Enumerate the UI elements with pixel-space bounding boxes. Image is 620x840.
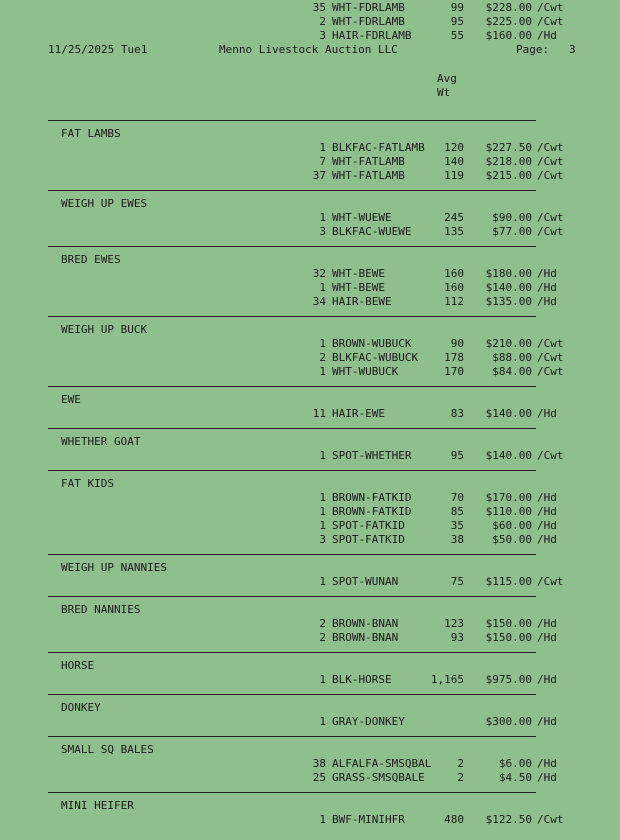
lot-avg-weight: 170 [444,365,464,378]
lot-price-unit: /Cwt [537,365,564,378]
lot-avg-weight: 123 [444,617,464,630]
lot-description: GRAY-DONKEY [332,715,405,728]
lot-quantity: 2 [319,351,326,364]
lot-quantity: 2 [319,617,326,630]
lot-price: $115.00 [485,575,532,588]
lot-quantity: 1 [319,281,326,294]
lot-price: $50.00 [492,533,532,546]
lot-price-unit: /Cwt [537,351,564,364]
lot-avg-weight: 95 [450,15,464,28]
lot-avg-weight: 2 [457,757,464,770]
lot-avg-weight: 90 [450,337,464,350]
lot-description: WHT-FDRLAMB [332,15,405,28]
section-divider [48,386,536,387]
lot-price: $150.00 [485,617,532,630]
lot-quantity: 1 [319,337,326,350]
category-heading: EWE [61,393,81,406]
column-header-wt: Wt [437,86,451,99]
lot-quantity: 7 [319,155,326,168]
lot-quantity: 1 [319,813,326,826]
lot-quantity: 1 [319,715,326,728]
lot-description: BROWN-BNAN [332,617,399,630]
lot-price-unit: /Hd [537,281,557,294]
lot-quantity: 25 [312,771,326,784]
lot-description: BROWN-BNAN [332,631,399,644]
lot-avg-weight: 120 [444,141,464,154]
lot-price-unit: /Hd [537,533,557,546]
lot-avg-weight: 119 [444,169,464,182]
lot-description: WHT-BEWE [332,267,385,280]
lot-avg-weight: 83 [450,407,464,420]
lot-quantity: 1 [319,365,326,378]
lot-price-unit: /Hd [537,505,557,518]
category-heading: BRED NANNIES [61,603,141,616]
lot-price: $180.00 [485,267,532,280]
lot-description: SPOT-FATKID [332,533,405,546]
lot-price-unit: /Hd [537,715,557,728]
lot-price: $135.00 [485,295,532,308]
lot-price: $150.00 [485,631,532,644]
lot-avg-weight: 140 [444,155,464,168]
lot-price: $6.00 [498,757,532,770]
lot-price-unit: /Cwt [537,449,564,462]
category-heading: WEIGH UP BUCK [61,323,148,336]
lot-quantity: 1 [319,575,326,588]
lot-description: WHT-WUEWE [332,211,392,224]
lot-price-unit: /Hd [537,617,557,630]
section-divider [48,554,536,555]
lot-quantity: 2 [319,15,326,28]
lot-avg-weight: 55 [450,29,464,42]
lot-price: $110.00 [485,505,532,518]
lot-avg-weight: 75 [450,575,464,588]
lot-quantity: 38 [312,757,326,770]
lot-description: BWF-MINIHFR [332,813,405,826]
lot-description: HAIR-FDRLAMB [332,29,412,42]
section-divider [48,596,536,597]
lot-quantity: 1 [319,141,326,154]
category-heading: WEIGH UP NANNIES [61,561,167,574]
lot-description: SPOT-WUNAN [332,575,399,588]
lot-avg-weight: 93 [450,631,464,644]
category-heading: DONKEY [61,701,101,714]
lot-price: $84.00 [492,365,532,378]
lot-price: $122.50 [485,813,532,826]
lot-price: $218.00 [485,155,532,168]
category-heading: BRED EWES [61,253,121,266]
lot-avg-weight: 95 [450,449,464,462]
category-heading: FAT LAMBS [61,127,121,140]
lot-price-unit: /Cwt [537,169,564,182]
lot-price-unit: /Cwt [537,813,564,826]
lot-quantity: 1 [319,519,326,532]
section-divider [48,120,536,121]
lot-avg-weight: 35 [450,519,464,532]
lot-quantity: 1 [319,491,326,504]
lot-description: SPOT-FATKID [332,519,405,532]
section-divider [48,792,536,793]
lot-price-unit: /Hd [537,631,557,644]
lot-quantity: 2 [319,631,326,644]
lot-price: $160.00 [485,29,532,42]
section-divider [48,470,536,471]
lot-description: HAIR-EWE [332,407,385,420]
category-heading: SMALL SQ BALES [61,743,154,756]
lot-price-unit: /Cwt [537,141,564,154]
lot-description: BLKFAC-FATLAMB [332,141,425,154]
lot-price: $90.00 [492,211,532,224]
lot-price: $228.00 [485,1,532,14]
lot-quantity: 1 [319,211,326,224]
lot-price: $227.50 [485,141,532,154]
lot-description: WHT-BEWE [332,281,385,294]
lot-avg-weight: 480 [444,813,464,826]
lot-price-unit: /Hd [537,491,557,504]
lot-avg-weight: 1,165 [430,673,464,686]
lot-description: BLKFAC-WUEWE [332,225,412,238]
lot-quantity: 34 [312,295,326,308]
lot-price: $88.00 [492,351,532,364]
lot-description: BLK-HORSE [332,673,392,686]
lot-price-unit: /Hd [537,673,557,686]
company-name: Menno Livestock Auction LLC [219,43,398,56]
lot-price: $140.00 [485,407,532,420]
lot-avg-weight: 38 [450,533,464,546]
lot-price-unit: /Cwt [537,15,564,28]
section-divider [48,246,536,247]
lot-price: $225.00 [485,15,532,28]
section-divider [48,652,536,653]
lot-price-unit: /Hd [537,267,557,280]
lot-description: SPOT-WHETHER [332,449,412,462]
lot-description: GRASS-SMSQBALE [332,771,425,784]
lot-price: $975.00 [485,673,532,686]
lot-description: BROWN-FATKID [332,505,412,518]
lot-price: $4.50 [498,771,532,784]
lot-description: WHT-FATLAMB [332,169,405,182]
section-divider [48,736,536,737]
section-divider [48,190,536,191]
column-header-avg: Avg [437,72,457,85]
lot-price: $210.00 [485,337,532,350]
lot-avg-weight [404,715,464,729]
category-heading: HORSE [61,659,95,672]
lot-quantity: 3 [319,29,326,42]
section-divider [48,428,536,429]
lot-price-unit: /Hd [537,407,557,420]
lot-description: WHT-FATLAMB [332,155,405,168]
lot-price-unit: /Cwt [537,225,564,238]
lot-avg-weight: 70 [450,491,464,504]
lot-avg-weight: 160 [444,267,464,280]
lot-quantity: 1 [319,449,326,462]
lot-price-unit: /Hd [537,29,557,42]
category-heading: WEIGH UP EWES [61,197,148,210]
lot-avg-weight: 2 [457,771,464,784]
lot-quantity: 1 [319,505,326,518]
lot-quantity: 1 [319,673,326,686]
lot-description: ALFALFA-SMSQBAL [332,757,432,770]
lot-avg-weight: 178 [444,351,464,364]
lot-quantity: 32 [312,267,326,280]
lot-avg-weight: 85 [450,505,464,518]
category-heading: WHETHER GOAT [61,435,141,448]
lot-price-unit: /Hd [537,757,557,770]
lot-description: BROWN-FATKID [332,491,412,504]
lot-quantity: 37 [312,169,326,182]
lot-description: BLKFAC-WUBUCK [332,351,419,364]
lot-avg-weight: 112 [444,295,464,308]
lot-quantity: 3 [319,533,326,546]
lot-price: $215.00 [485,169,532,182]
lot-quantity: 11 [312,407,326,420]
lot-description: WHT-FDRLAMB [332,1,405,14]
lot-avg-weight: 245 [444,211,464,224]
lot-description: BROWN-WUBUCK [332,337,412,350]
lot-price-unit: /Hd [537,295,557,308]
lot-price-unit: /Hd [537,519,557,532]
lot-price-unit: /Hd [537,771,557,784]
section-divider [48,694,536,695]
lot-price-unit: /Cwt [537,575,564,588]
lot-price: $140.00 [485,449,532,462]
lot-price: $60.00 [492,519,532,532]
lot-price: $77.00 [492,225,532,238]
lot-avg-weight: 99 [450,1,464,14]
lot-avg-weight: 135 [444,225,464,238]
lot-price-unit: /Cwt [537,1,564,14]
lot-quantity: 35 [312,1,326,14]
page-number: 3 [569,43,576,56]
lot-description: WHT-WUBUCK [332,365,399,378]
section-divider [48,316,536,317]
lot-price-unit: /Cwt [537,337,564,350]
category-heading: FAT KIDS [61,477,114,490]
category-heading: MINI HEIFER [61,799,134,812]
lot-price-unit: /Cwt [537,155,564,168]
lot-price: $170.00 [485,491,532,504]
lot-avg-weight: 160 [444,281,464,294]
lot-description: HAIR-BEWE [332,295,392,308]
lot-price-unit: /Cwt [537,211,564,224]
lot-price: $140.00 [485,281,532,294]
report-date: 11/25/2025 Tue1 [48,43,148,56]
lot-quantity: 3 [319,225,326,238]
lot-price: $300.00 [485,715,532,728]
page-label: Page: [516,43,550,56]
